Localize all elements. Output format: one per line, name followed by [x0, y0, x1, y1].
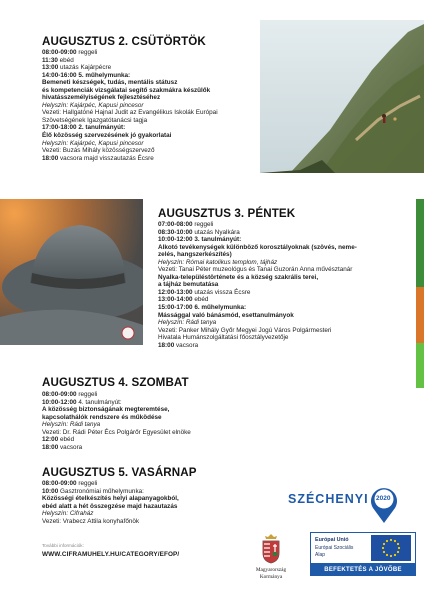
day1-title: AUGUSZTUS 2. CSÜTÖRTÖK [42, 35, 206, 48]
schedule-line: kapcsolathálók rendszere és működése [42, 413, 162, 421]
more-info-label: További információk: [42, 543, 84, 548]
schedule-line: Vezeti: Panker Mihály Győr Megyei Jogú Város Polgármesteri [158, 326, 332, 334]
eu-line3: Alap [315, 552, 326, 558]
eu-flag-icon [371, 535, 411, 561]
schedule-line: és kompetenciák vizsgálatai segítő szakmákra készülők [42, 86, 211, 94]
color-bar-lightgreen [416, 343, 424, 388]
schedule-line: 15:00-17:00 6. műhelymunka: [158, 304, 247, 312]
schedule-line: A közösség biztonságának megteremtése, [42, 406, 170, 414]
invest-banner [310, 564, 416, 576]
day2-title: AUGUSZTUS 3. PÉNTEK [158, 207, 296, 220]
schedule-line: 18:00 vacsora [42, 443, 83, 451]
hat-photo [0, 199, 143, 345]
schedule-line: 11:30 ebéd [42, 56, 74, 64]
schedule-line: Helyszín: Rádi tanya [42, 421, 101, 429]
schedule-line: Helyszín: Kajárpéc, Kapusi pincesor [42, 139, 144, 147]
schedule-line: Nyalka-településtörténete és a község szakrális terei, [158, 273, 319, 281]
schedule-line: Vezeti: Dr. Rádi Péter Écs Polgárőr Egyesület elnöke [42, 428, 191, 436]
schedule-line: 13:00-14:00 ebéd [158, 296, 209, 304]
government-logo [246, 534, 296, 590]
schedule-line: 13:00 utazás Kajárpécre [42, 64, 112, 72]
schedule-line: 17:00-18:00 2. tanulmányút: [42, 124, 126, 132]
szechenyi-pin-icon [368, 484, 400, 524]
szechenyi-text: SZÉCHENYI [288, 492, 369, 506]
schedule-line: 10:00-12:00 4. tanulmányút: [42, 398, 122, 406]
eu-line2: Európai Szociális [315, 545, 354, 551]
schedule-line: Helyszín: Rádi tanya [158, 319, 217, 327]
schedule-line: a tájház bemutatása [158, 281, 219, 289]
coat-of-arms-icon [260, 534, 282, 564]
schedule-line: 08:30-10:00 utazás Nyalkára [158, 228, 240, 236]
szechenyi-year: 2020 [376, 495, 391, 502]
schedule-line: 08:00-09:00 reggeli [42, 480, 98, 487]
day3-schedule [42, 391, 191, 451]
schedule-line: 12:00 ebéd [42, 436, 75, 444]
schedule-line: Hivatala Humánszolgáltatási főosztályvezetője [158, 334, 289, 342]
schedule-line: 07:00-08:00 reggeli [158, 221, 214, 228]
schedule-line: 10:00-12:00 3. tanulmányút: [158, 236, 242, 244]
schedule-line: 08:00-09:00 reggeli [42, 49, 98, 56]
schedule-line: 14:00-16:00 5. műhelymunka: [42, 71, 131, 79]
day4-schedule [42, 480, 179, 525]
schedule-line: Helyszín: Cifraház [42, 510, 94, 518]
schedule-line: Mássággal való bánásmód, esettanulmányok [158, 311, 294, 319]
schedule-line: 18:00 vacsora [158, 341, 199, 349]
schedule-line: Vezeti: Tanai Péter muzeológus és Tanai Guzorán Anna művésztanár [158, 266, 353, 274]
schedule-line: Vezeti: Vrabecz Attila konyhafőnök [42, 517, 140, 525]
schedule-line: Vezeti: Buzás Mihály közösségszervező [42, 147, 155, 155]
schedule-line: Bemeneti készségek, tudás, mentális státusz [42, 79, 178, 87]
website-link[interactable]: WWW.CIFRAMUHELY.HU/CATEGORY/EFOP/ [42, 551, 180, 558]
schedule-line: Helyszín: Kajárpéc, Kapusi pincesor [42, 101, 144, 109]
schedule-line: Közösségi ételkészítés helyi alapanyagokból, [42, 495, 179, 503]
invest-text: BEFEKTETÉS A JÖVŐBE [324, 566, 402, 573]
schedule-line: 18:00 vacsora majd visszautazás Écsre [42, 154, 154, 162]
gov-line2: Kormánya [259, 574, 283, 580]
day1-schedule [42, 49, 218, 162]
gov-line1: Magyarország [255, 567, 287, 573]
schedule-line: Szövetségének Igazgatótanácsi tagja [42, 116, 148, 124]
schedule-line: Alkotó tevékenységek különböző korosztályoknak (szövés, neme- [158, 243, 357, 251]
schedule-line: Élő közösség szervezésének jó gyakorlatai [42, 132, 172, 140]
day4-title: AUGUSZTUS 5. VASÁRNAP [42, 466, 197, 479]
eu-line1: Európai Unió [315, 537, 349, 543]
schedule-line: hivatásszemélyiségének fejlesztéséhez [42, 94, 161, 102]
schedule-line: 10:00 Gasztronómiai műhelymunka: [42, 487, 144, 495]
color-bar-orange [416, 287, 424, 343]
mountain-photo [260, 20, 424, 173]
schedule-line: zelés, hangszerkészítés) [158, 251, 232, 259]
schedule-line: ebéd alatt a hét összegzése majd hazautazás [42, 502, 178, 510]
day3-title: AUGUSZTUS 4. SZOMBAT [42, 376, 189, 389]
schedule-line: 12:00-13:00 utazás vissza Écsre [158, 288, 251, 296]
color-bar-green [416, 199, 424, 287]
schedule-line: Vezeti: Hallgatóné Hajnal Judit az Evangélikus Iskolák Európai [42, 109, 218, 117]
schedule-line: Helyszín: Római katolikus templom, tájház [158, 258, 278, 266]
eu-logo-box [310, 532, 416, 564]
day2-schedule [158, 221, 357, 349]
schedule-line: 08:00-09:00 reggeli [42, 391, 98, 398]
szechenyi-logo [288, 484, 416, 524]
